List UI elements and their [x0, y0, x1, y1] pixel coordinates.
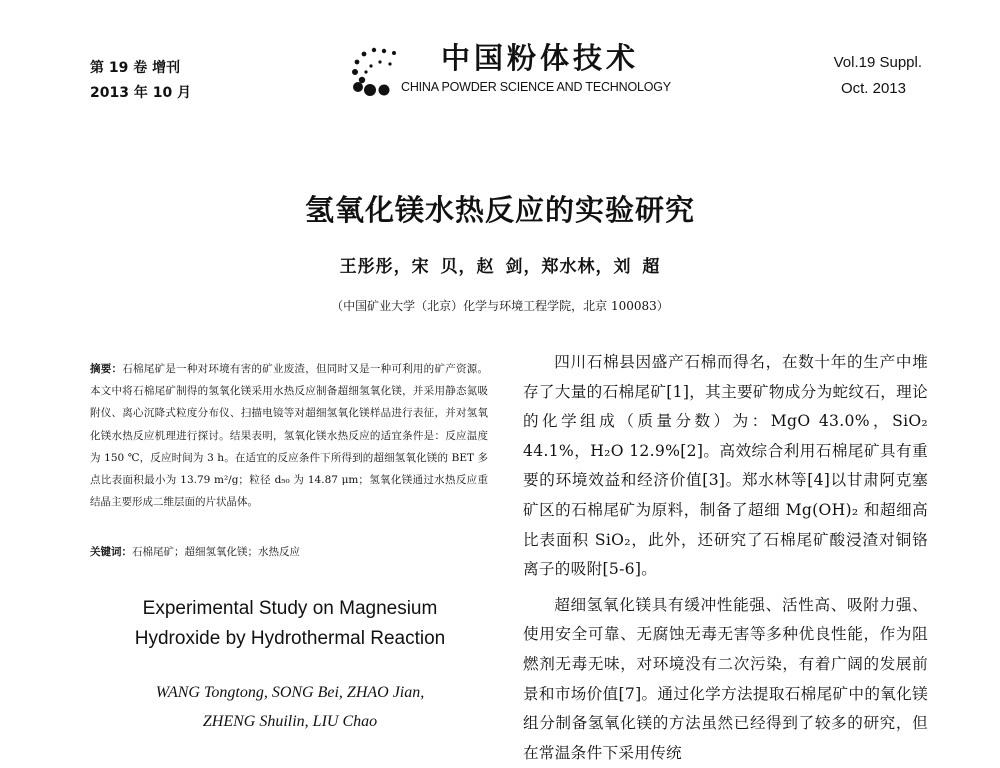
authors-cn: 王彤彤，宋 贝，赵 剑，郑水林，刘 超	[339, 257, 661, 277]
title-en-line-1: Experimental Study on Magnesium	[142, 598, 438, 619]
abstract	[90, 358, 488, 513]
keywords-text: 石棉尾矿；超细氢氧化镁；水热反应	[132, 546, 300, 558]
powder-particles-logo-icon	[346, 40, 406, 100]
journal-name-cn: 中国粉体技术	[441, 41, 640, 75]
authors-en-line-1: WANG Tongtong, SONG Bei, ZHAO Jian,	[155, 684, 425, 701]
title-en-line-2: Hydroxide by Hydrothermal Reaction	[134, 628, 446, 649]
date-en: Oct. 2013	[840, 80, 906, 97]
body-text	[523, 348, 928, 768]
volume-issue-en: Vol.19 Suppl.	[833, 54, 922, 71]
journal-name-en: CHINA POWDER SCIENCE AND TECHNOLOGY	[401, 80, 671, 94]
journal-volume-info	[90, 56, 191, 106]
article-title-en	[88, 594, 492, 654]
authors-en-line-2: ZHENG Shuilin, LIU Chao	[202, 713, 378, 730]
keywords	[90, 544, 488, 559]
article-title-cn: 氢氧化镁水热反应的实验研究	[304, 193, 695, 227]
volume-issue-cn: 第 19 卷 增刊	[90, 60, 181, 76]
journal-volume-info-en	[834, 50, 922, 102]
body-paragraph-1: 四川石棉县因盛产石棉而得名，在数十年的生产中堆存了大量的石棉尾矿[1]，其主要矿物成分为蛇纹石，理论的化学组成（质量分数）为：MgO 43.0%，SiO₂ 44.1%，H₂O 12.9%[2]。高效综合利用石棉尾矿具有重要的环境效益和经济价值[3]。郑水林等[4]以甘肃阿克塞矿区的石棉尾矿为原料，制备了超细 Mg(OH)₂ 和超细高比表面积 SiO₂，此外，还研究了石棉尾矿酸浸渣对铜铬离子的吸附[5-6]。	[523, 353, 928, 579]
keywords-label: 关键词：	[90, 546, 132, 558]
authors-en	[88, 678, 492, 736]
affiliation: （中国矿业大学（北京）化学与环境工程学院，北京 100083）	[331, 299, 669, 313]
date-cn: 2013 年 10 月	[90, 85, 192, 101]
body-paragraph-2: 超细氢氧化镁具有缓冲性能强、活性高、吸附力强、使用安全可靠、无腐蚀无毒无害等多种优良性能，作为阻燃剂无毒无味，对环境没有二次污染，有着广阔的发展前景和市场价值[7]。通过化学方法提取石棉尾矿中的氧化镁组分制备氢氧化镁的方法虽然已经得到了较多的研究，但在常温条件下采用传统	[523, 595, 928, 762]
abstract-text: 石棉尾矿是一种对环境有害的矿业废渣，但同时又是一种可利用的矿产资源。本文中将石棉尾矿制得的氢氧化镁采用水热反应制备超细氢氧化镁，并采用静态氮吸附仪、离心沉降式粒度分布仪、扫描电镜等对超细氢氧化镁样品进行表征，并对氢氧化镁水热反应机理进行探讨。结果表明，氢氧化镁水热反应的适宜条件是：反应温度为 150 ℃，反应时间为 3 h。在适宜的反应条件下所得到的超细氢氧化镁的 BET 多点比表面积最小为 13.79 m²/g；粒径 d₅₀ 为 14.87 μm；氢氧化镁通过水热反应重结晶主要形成二维层面的片状晶体。	[90, 363, 489, 509]
abstract-label: 摘要：	[90, 363, 123, 375]
